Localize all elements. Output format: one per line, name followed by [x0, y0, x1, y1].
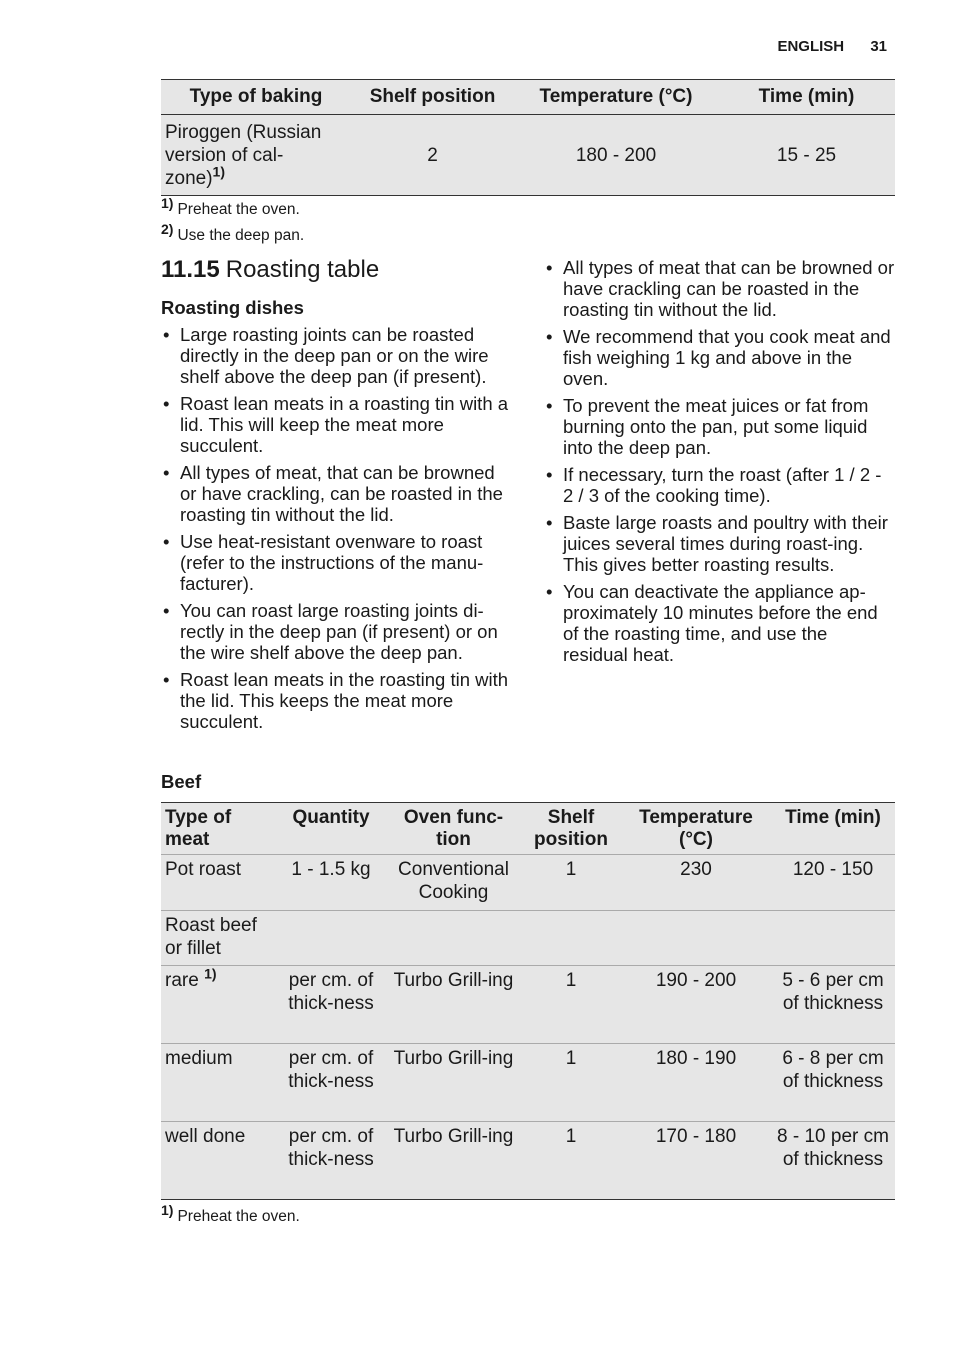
beef-time-cell	[771, 911, 895, 966]
beef-function-cell: Conventional Cooking	[386, 855, 521, 911]
footnote-ref: 1)	[204, 965, 217, 982]
beef-col-shelf: Shelf position	[521, 803, 621, 855]
section-title: Roasting table	[225, 256, 380, 283]
baking-shelf-cell: 2	[351, 115, 514, 196]
beef-time-cell: 6 - 8 per cm of thickness	[771, 1044, 895, 1122]
list-item: • All types of meat that can be browned or have crackling can be roasted in the roasting tin without the lid.	[544, 257, 896, 320]
roasting-dishes-list-right	[544, 257, 896, 671]
baking-col-time: Time (min)	[718, 80, 895, 115]
beef-col-quantity: Quantity	[276, 803, 386, 855]
baking-col-shelf: Shelf position	[351, 80, 514, 115]
beef-function-cell: Turbo Grill-ing	[386, 1044, 521, 1122]
baking-type-line-2: version of cal-	[165, 144, 284, 166]
list-item: • Roast lean meats in a roasting tin with a lid. This will keep the meat more succulent.	[161, 393, 511, 456]
beef-function-cell: Turbo Grill-ing	[386, 966, 521, 1044]
beef-type-cell: medium	[161, 1044, 276, 1122]
roasting-dishes-list-left	[161, 324, 511, 738]
beef-quantity-cell: per cm. of thick-ness	[276, 966, 386, 1044]
baking-type-line-3: zone)	[165, 167, 213, 189]
beef-time-cell: 8 - 10 per cm of thickness	[771, 1122, 895, 1200]
beef-quantity-cell: per cm. of thick-ness	[276, 1122, 386, 1200]
beef-col-temperature: Temperature (°C)	[621, 803, 771, 855]
list-item: • Baste large roasts and poultry with their juices several times during roast-ing. This gives better roasting results.	[544, 512, 896, 575]
list-item: • To prevent the meat juices or fat from burning onto the pan, put some liquid into the deep pan.	[544, 395, 896, 458]
beef-shelf-cell: 1	[521, 855, 621, 911]
beef-col-type: Type of meat	[161, 803, 276, 855]
roasting-dishes-heading: Roasting dishes	[161, 297, 304, 318]
table-row	[161, 966, 895, 1044]
baking-temperature-cell: 180 - 200	[514, 115, 718, 196]
list-item: • You can deactivate the appliance ap-proximately 10 minutes before the end of the roasting time, and use the residual heat.	[544, 581, 896, 665]
beef-type-cell: well done	[161, 1122, 276, 1200]
table-row	[161, 911, 895, 966]
beef-shelf-cell: 1	[521, 966, 621, 1044]
beef-temperature-cell: 230	[621, 855, 771, 911]
beef-shelf-cell: 1	[521, 1044, 621, 1122]
page-number: 31	[870, 38, 887, 55]
beef-temperature-cell	[621, 911, 771, 966]
beef-table-header-row	[161, 803, 895, 855]
beef-quantity-cell	[276, 911, 386, 966]
beef-type-cell	[161, 966, 276, 1044]
beef-shelf-cell: 1	[521, 1122, 621, 1200]
beef-temperature-cell: 190 - 200	[621, 966, 771, 1044]
list-item: • Use heat-resistant ovenware to roast (refer to the instructions of the manu-facturer).	[161, 531, 511, 594]
page-header	[777, 38, 887, 55]
list-item: • Large roasting joints can be roasted directly in the deep pan or on the wire shelf above the deep pan (if present).	[161, 324, 511, 387]
beef-type-cell: Roast beef or fillet	[161, 911, 276, 966]
footnote	[161, 1201, 300, 1226]
beef-col-function: Oven func-tion	[386, 803, 521, 855]
list-item: • You can roast large roasting joints di-rectly in the deep pan (if present) or on the wire shelf above the deep pan.	[161, 600, 511, 663]
beef-col-time: Time (min)	[771, 803, 895, 855]
beef-shelf-cell	[521, 911, 621, 966]
footnote	[161, 194, 300, 219]
baking-col-type: Type of baking	[161, 80, 351, 115]
list-item: • All types of meat, that can be browned or have crackling, can be roasted in the roasting tin without the lid.	[161, 462, 511, 525]
beef-function-cell: Turbo Grill-ing	[386, 1122, 521, 1200]
beef-heading: Beef	[161, 771, 202, 792]
beef-temperature-cell: 170 - 180	[621, 1122, 771, 1200]
baking-type-cell	[161, 115, 351, 196]
list-item: • If necessary, turn the roast (after 1 / 2 - 2 / 3 of the cooking time).	[544, 464, 896, 506]
baking-table-header-row	[161, 80, 895, 115]
list-item: • We recommend that you cook meat and fish weighing 1 kg and above in the oven.	[544, 326, 896, 389]
baking-col-temperature: Temperature (°C)	[514, 80, 718, 115]
baking-time-cell: 15 - 25	[718, 115, 895, 196]
beef-table	[161, 802, 895, 1200]
footnote	[161, 220, 305, 245]
beef-function-cell	[386, 911, 521, 966]
footnote-ref: 1)	[212, 163, 225, 180]
table-row	[161, 855, 895, 911]
table-row	[161, 115, 895, 196]
beef-temperature-cell: 180 - 190	[621, 1044, 771, 1122]
footnote-mark: 1)	[161, 194, 174, 211]
list-item: • Roast lean meats in the roasting tin with the lid. This keeps the meat more succulent.	[161, 669, 511, 732]
footnote-text: Use the deep pan.	[177, 227, 305, 244]
footnote-text: Preheat the oven.	[177, 201, 300, 218]
beef-time-cell: 120 - 150	[771, 855, 895, 911]
beef-time-cell: 5 - 6 per cm of thickness	[771, 966, 895, 1044]
beef-quantity-cell: per cm. of thick-ness	[276, 1044, 386, 1122]
beef-type-text: rare	[165, 970, 199, 991]
baking-type-line-1: Piroggen (Russian	[165, 121, 322, 143]
footnote-mark: 2)	[161, 220, 174, 237]
footnote-text: Preheat the oven.	[177, 1208, 300, 1225]
table-row	[161, 1122, 895, 1200]
section-number: 11.15	[161, 256, 220, 283]
header-language: ENGLISH	[777, 38, 845, 55]
section-heading	[161, 256, 379, 284]
footnote-mark: 1)	[161, 1201, 174, 1218]
table-row	[161, 1044, 895, 1122]
beef-type-cell: Pot roast	[161, 855, 276, 911]
baking-table	[161, 79, 895, 196]
beef-quantity-cell: 1 - 1.5 kg	[276, 855, 386, 911]
